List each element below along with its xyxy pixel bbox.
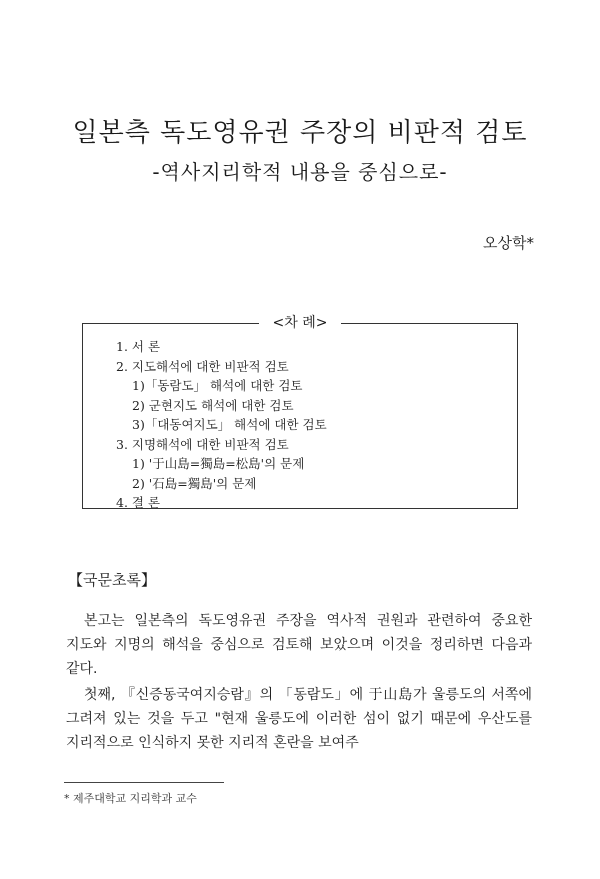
abstract-paragraph: 본고는 일본측의 독도영유권 주장을 역사적 권원과 관련하여 중요한 지도와 지명의 해석을 중심으로 검토해 보았으며 이것을 정리하면 다음과 같다. [66,613,532,677]
abstract-heading: 【국문초록】 [68,571,156,589]
toc-item: 2) 군현지도 해석에 대한 검토 [132,397,294,413]
toc-list [116,337,327,513]
toc-item: 1. 서 론 [116,339,161,354]
toc-item: 1) '于山島=獨島=松島'의 문제 [132,456,305,471]
toc-item: 3)「대동여지도」 해석에 대한 검토 [132,417,327,432]
paper-subtitle: -역사지리학적 내용을 중심으로- [152,160,448,184]
toc-item: 2. 지도해석에 대한 비판적 검토 [116,358,289,374]
footnote: * 제주대학교 지리학과 교수 [64,792,197,805]
toc-heading-text: <차 례> [259,315,342,331]
toc-item: 2) '石島=獨島'의 문제 [132,475,257,491]
author-name: 오상학* [483,234,534,252]
abstract-paragraph: 첫째, 『신증동국여지승람』의 「동람도」에 于山島가 울릉도의 서쪽에 그려져 있는 것을 두고 "현재 울릉도에 이러한 섬이 없기 때문에 우산도를 지리적으로 인식하지 못한 지리적 혼란을 보여주 [66,687,532,751]
paper-title: 일본측 독도영유권 주장의 비판적 검토 [72,118,528,148]
toc-item: 3. 지명해석에 대한 비판적 검토 [116,436,289,452]
abstract-body [66,609,532,757]
toc-heading [0,312,600,332]
footnote-divider [64,782,224,783]
toc-item: 4. 결 론 [116,495,161,510]
toc-item: 1)「동람도」 해석에 대한 검토 [132,378,303,393]
